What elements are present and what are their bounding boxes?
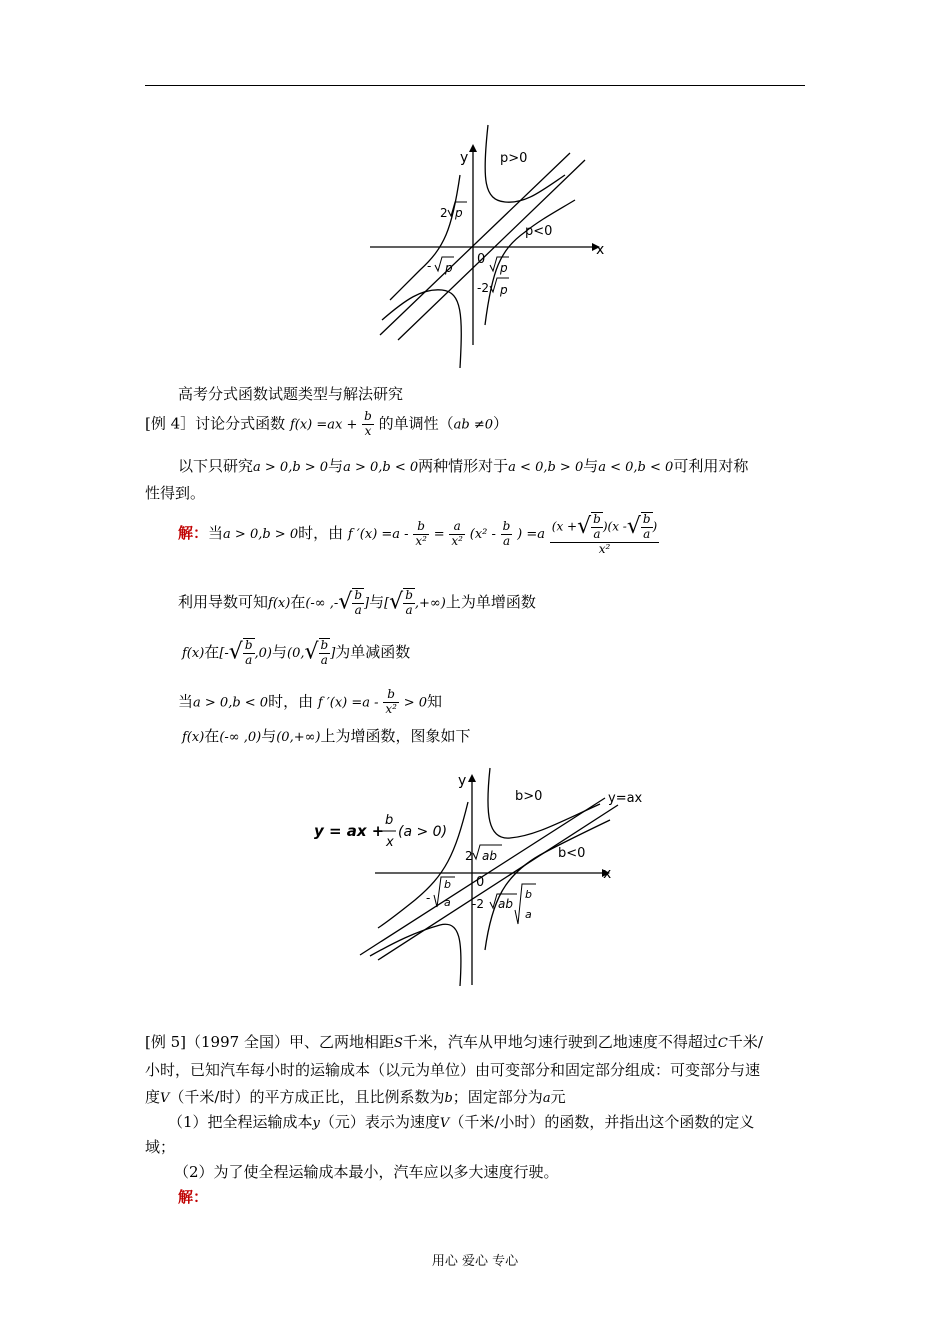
text: 在 (204, 642, 220, 661)
frac-num: a (449, 520, 465, 535)
text: ；固定部分为 (452, 1088, 543, 1106)
tick-ab-neg: ab (498, 897, 513, 911)
tick-a-right: a (525, 908, 532, 921)
ex4-cond: ab ≠0 (453, 417, 494, 433)
graph-hyperbola-p (360, 120, 620, 370)
interval: (0, (287, 645, 305, 661)
interval: [ (384, 595, 390, 611)
frac-b-a (403, 589, 415, 618)
bracket: (x² - (469, 527, 496, 543)
text: （千米/小时）的函数，并指出这个函数的定义 (449, 1113, 755, 1131)
text: 当 (178, 692, 194, 711)
ex4-line2 (178, 457, 748, 476)
ex4-solution-line (178, 512, 659, 556)
frac-big (550, 512, 659, 556)
ex5-line2: 小时，已知汽车每小时的运输成本（以元为单位）由可变部分和固定部分组成：可变部分与速 (145, 1061, 761, 1079)
interval: (0,+∞) (276, 730, 321, 745)
sqrt: √ $\frac{b}{a}$ (304, 638, 329, 667)
graph-hyperbola-ab (300, 760, 660, 992)
ex4-line6 (182, 638, 410, 668)
eq-frac-b: b (385, 813, 394, 828)
solution-label: 解： (178, 524, 209, 543)
var-s: S (393, 1036, 403, 1051)
var-c: C (717, 1036, 728, 1051)
header-rule (145, 85, 805, 86)
interval: ,+∞) (414, 595, 446, 611)
curve-lower (382, 290, 461, 368)
tick-neg2: -2 (472, 897, 484, 911)
ex4-frac-bx (362, 410, 374, 439)
frac-num: b (502, 518, 511, 533)
frac-num: b (593, 512, 601, 526)
text: 上为增函数，图象如下 (320, 727, 471, 745)
text: 上为单增函数 (445, 592, 536, 611)
text: 知 (426, 692, 442, 711)
tick-2sqrtp-p: p (455, 206, 463, 220)
frac-den: a (643, 526, 651, 541)
sqrt: √ $\frac{b}{a}$ (626, 512, 651, 541)
frac-num: b (320, 638, 329, 652)
curve-lower (370, 924, 461, 986)
interval: ,0) (254, 645, 272, 661)
interval: ] (364, 595, 370, 611)
text: 为单减函数 (335, 642, 411, 661)
cond-6: a > 0,b < 0 (193, 695, 269, 711)
x-label: x (596, 242, 605, 258)
ex5-line1 (145, 1033, 763, 1052)
p-pos-label: p>0 (500, 151, 528, 166)
sqrt: √ $\frac{b}{a}$ (577, 512, 601, 541)
frac-den: a (354, 602, 362, 617)
cond-4: a < 0,b < 0 (598, 460, 674, 475)
gt-zero: > 0 (403, 695, 427, 711)
curve-right (485, 200, 575, 325)
interval: ] (330, 645, 336, 661)
text: ) (652, 519, 658, 534)
frac-num: b (413, 520, 429, 535)
tick-neg2: -2 (477, 281, 489, 295)
eq-cond: (a > 0) (398, 824, 448, 840)
text: 时，由 (268, 692, 314, 711)
eq-frac-x: x (386, 835, 394, 850)
y-label: y (460, 150, 469, 166)
x-label: x (603, 866, 612, 882)
text: 度 (145, 1088, 161, 1106)
equals-a: ) =a (517, 527, 545, 543)
ex4-close: ） (493, 414, 509, 433)
text: 时，由 (298, 524, 344, 543)
curve-right (485, 820, 610, 950)
footer: 用心 爱心 专心 (431, 1254, 519, 1269)
text: 千米，汽车从甲地匀速行驶到乙地速度不得超过 (402, 1033, 718, 1051)
frac-b-x2 (413, 520, 429, 549)
fx: f(x) (182, 730, 205, 745)
ex5-line3 (145, 1088, 566, 1107)
frac-den: x (364, 423, 372, 438)
tick-neg: - (426, 891, 431, 905)
frac-big-num (550, 512, 659, 543)
frac-num: b (405, 588, 413, 602)
ex5-line4 (168, 1113, 754, 1132)
frac-den: x² (451, 533, 463, 548)
text: 两种情形对于 (418, 457, 509, 475)
sqrt: √ $\frac{b}{a}$ (228, 638, 253, 667)
tick-neg2-p: p (500, 283, 508, 297)
var-v: V (439, 1116, 450, 1131)
var-a: a (542, 1091, 551, 1106)
derivative: f ′(x) =a - (317, 695, 379, 711)
cond-1: a > 0,b > 0 (253, 460, 329, 475)
cond-5: a > 0,b > 0 (223, 527, 299, 543)
var-b: b (444, 1091, 453, 1106)
text: 与 (583, 457, 599, 475)
frac-den: a (320, 652, 328, 667)
text: （元）表示为速度 (319, 1113, 440, 1131)
asymptote-1 (380, 153, 570, 335)
text: 千米/ (727, 1033, 763, 1051)
equals: = (433, 527, 445, 543)
y-axis-arrow (468, 774, 476, 782)
frac-den: a (593, 526, 601, 541)
cond-3: a < 0,b > 0 (508, 460, 584, 475)
text: 与 (271, 642, 287, 661)
text: 在 (290, 592, 306, 611)
var-v: V (160, 1091, 170, 1106)
tick-pos-p: p (500, 261, 508, 275)
ex4-line3: 性得到。 (145, 484, 206, 502)
text: 与 (328, 457, 344, 475)
text: (x + (551, 519, 578, 534)
frac-b-a (641, 513, 653, 542)
tick-neg: - (427, 259, 432, 273)
var-y: y (312, 1116, 320, 1131)
caption: 高考分式函数试题类型与解法研究 (178, 385, 404, 403)
frac-b-a (352, 589, 364, 618)
tick-b-right: b (525, 888, 532, 901)
b-neg-label: b<0 (558, 846, 586, 861)
frac-b-x2 (383, 688, 399, 717)
frac-b-a (243, 639, 255, 668)
tick-b-left: b (444, 878, 451, 891)
curve-left (390, 175, 460, 300)
derivative: f ′(x) =a - (347, 527, 409, 543)
text: 可利用对称 (673, 457, 749, 475)
sqrt: √ $\frac{b}{a}$ (389, 588, 413, 617)
ex4-line5 (178, 588, 536, 618)
interval: (-∞ ,0) (219, 730, 262, 745)
fx: f(x) (182, 645, 205, 661)
frac-b-a (319, 639, 331, 668)
text: [例 5]（1997 全国）甲、乙两地相距 (145, 1033, 394, 1051)
ex4-line8 (182, 727, 471, 746)
y-label: y (458, 773, 467, 789)
text: 元 (550, 1088, 566, 1106)
frac-den: x² (385, 701, 397, 716)
frac-num: b (244, 638, 253, 652)
ex4-heading (145, 410, 508, 439)
text: （千米/时）的平方成正比，且比例系数为 (169, 1088, 445, 1106)
text: 当 (208, 524, 224, 543)
origin-label: 0 (477, 252, 486, 267)
ex4-mono: 的单调性（ (378, 414, 454, 433)
b-pos-label: b>0 (515, 789, 543, 804)
tick-2sqrtp: 2 (440, 206, 448, 220)
yax-label: y=ax (608, 791, 643, 806)
tick-ab: ab (482, 849, 497, 863)
text: （1）把全程运输成本 (168, 1113, 313, 1131)
fx: f(x) (268, 595, 291, 611)
ex4-f: f(x) =ax + (289, 417, 358, 433)
tick-neg-p: p (445, 261, 453, 275)
frac-num: b (354, 588, 362, 602)
text: 利用导数可知 (178, 592, 269, 611)
frac-b-a (501, 520, 513, 549)
eq-label: y = ax + (314, 822, 385, 840)
frac-big-den: x² (598, 541, 611, 556)
y-axis-arrow (469, 144, 477, 152)
frac-den: a (245, 652, 253, 667)
asymptote-2 (398, 160, 585, 340)
cond-2: a > 0,b < 0 (343, 460, 419, 475)
frac-num: b (642, 512, 651, 526)
tick-a-left: a (444, 896, 451, 909)
ex4-head: [例 4］讨论分式函数 (145, 414, 286, 433)
p-neg-label: p<0 (525, 224, 553, 239)
origin-label: 0 (476, 875, 485, 890)
tick-2: 2 (465, 849, 473, 863)
interval: [- (219, 645, 229, 661)
frac-a-x2 (449, 520, 465, 549)
text: )(x - (602, 519, 627, 534)
frac-den: a (502, 533, 511, 548)
ex4-line7 (178, 688, 442, 717)
interval: (-∞ ,- (305, 595, 339, 611)
frac-b-a (591, 513, 603, 542)
ex5-line5: 域； (145, 1138, 176, 1156)
frac-num: b (383, 688, 399, 703)
text: 与 (369, 592, 385, 611)
text: 在 (204, 727, 220, 745)
ex5-line6: （2）为了使全程运输成本最小，汽车应以多大速度行驶。 (174, 1163, 559, 1181)
text: 以下只研究 (178, 457, 254, 475)
sqrt: √ $\frac{b}{a}$ (338, 588, 362, 617)
frac-den: x² (415, 533, 427, 548)
frac-num: b (364, 409, 372, 423)
ex5-solution-label: 解： (178, 1188, 209, 1206)
frac-den: a (405, 602, 413, 617)
text: 与 (261, 727, 277, 745)
